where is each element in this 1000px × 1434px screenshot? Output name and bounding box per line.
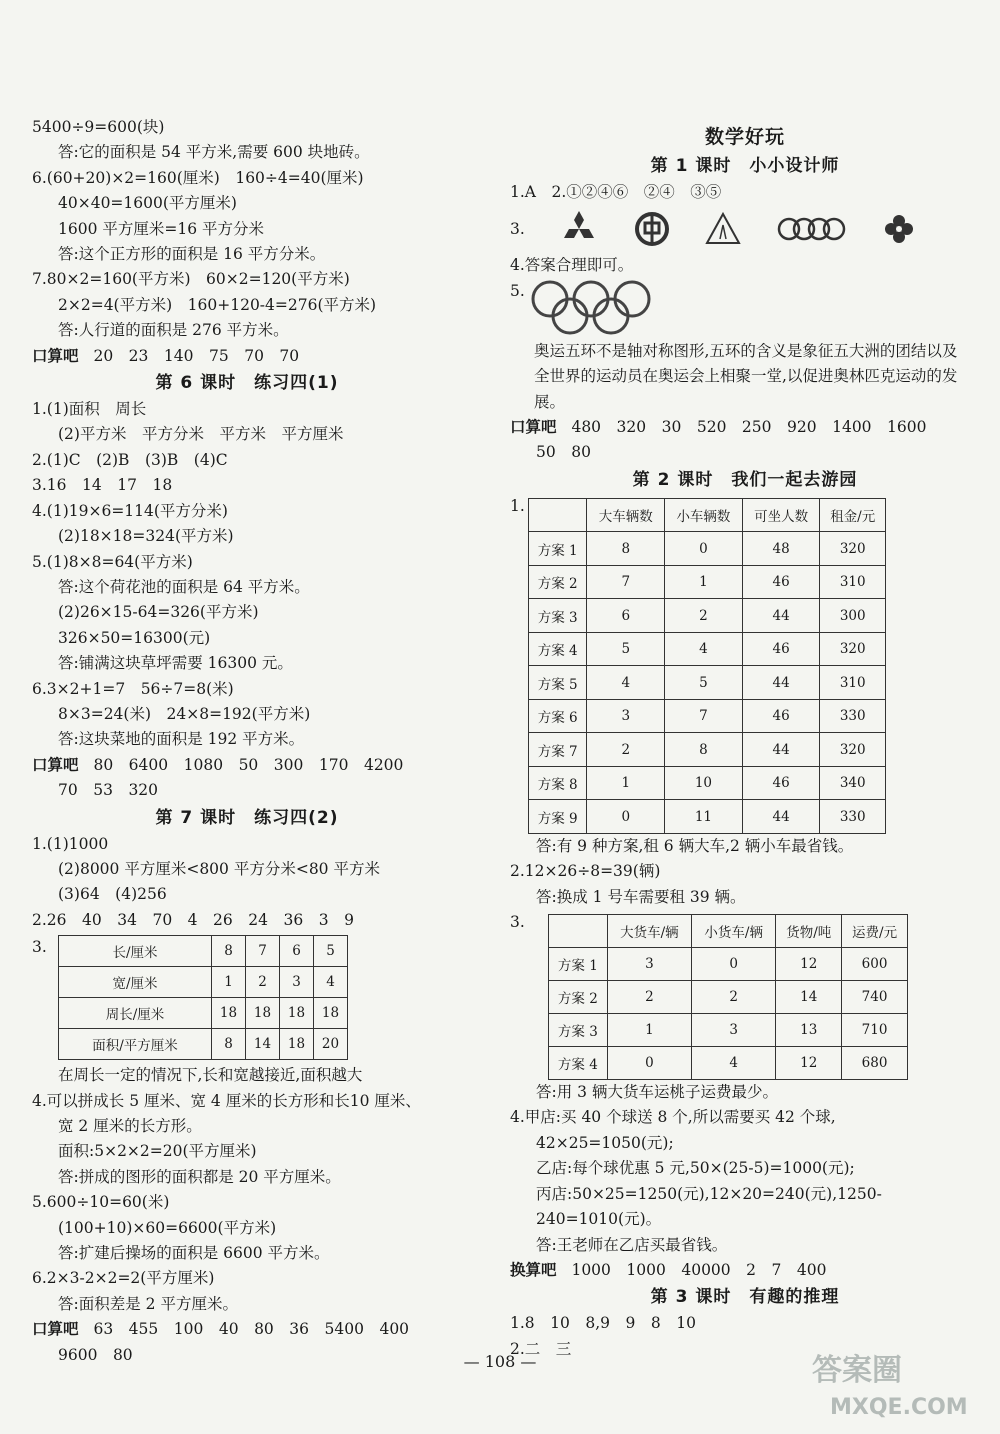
table-row (529, 532, 886, 566)
column-header: 小货车/辆 (692, 915, 776, 948)
table-cell: 310 (820, 565, 886, 599)
table-cell: 680 (842, 1047, 908, 1080)
text-line: 答:这块菜地的面积是 192 平方米。 (58, 730, 305, 749)
text-line: 3.16 14 17 18 (32, 476, 173, 495)
text-line: (100+10)×60=6600(平方米) (58, 1218, 277, 1237)
table-cell: 18 (246, 998, 280, 1029)
question-number: 3. (510, 219, 525, 238)
text-line: 面积:5×2×2=20(平方厘米) (58, 1142, 257, 1161)
text-line: 答:它的面积是 54 平方米,需要 600 块地砖。 (58, 143, 370, 162)
row-header: 宽/厘米 (59, 967, 212, 998)
lesson3-title: 第 3 课时 有趣的推理 (650, 1287, 840, 1308)
question-5 (510, 279, 980, 339)
text-line: (2)26×15-64=326(平方米) (58, 603, 259, 622)
table-cell: 0 (692, 948, 776, 981)
olympic-rings-icon (528, 279, 658, 337)
table-cell: 6 (280, 936, 314, 967)
table-cell: 7 (246, 936, 280, 967)
text-line: 答:人行道的面积是 276 平方米。 (58, 321, 289, 340)
table-row (549, 981, 908, 1014)
table-cell: 方案 2 (549, 981, 608, 1014)
table-cell: 310 (820, 666, 886, 700)
table-cell: 12 (776, 948, 842, 981)
text-line: 答:面积差是 2 平方厘米。 (58, 1294, 238, 1313)
question-3-logos (510, 205, 980, 253)
table-cell: 20 (314, 1029, 348, 1060)
column-header: 大货车/辆 (607, 915, 691, 948)
table-cell: 12 (776, 1047, 842, 1080)
table-row (529, 800, 886, 834)
text-line: 2.26 40 34 70 4 26 24 36 3 9 (32, 910, 354, 929)
flower-logo-icon (882, 212, 916, 246)
table-row (529, 632, 886, 666)
text-line: 4.甲店:买 40 个球送 8 个,所以需要买 42 个球, (510, 1108, 836, 1127)
text-line: (2)8000 平方厘米<800 平方分米<80 平方米 (58, 859, 380, 878)
table-cell: 300 (820, 599, 886, 633)
kousuan-values: 63 455 100 40 80 36 5400 400 (93, 1320, 410, 1339)
text-line: 4.答案合理即可。 (510, 256, 634, 275)
text-line: 6.(60+20)×2=160(厘米) 160÷4=40(厘米) (32, 168, 364, 187)
text-line: 答:扩建后操场的面积是 6600 平方米。 (58, 1244, 330, 1263)
watermark-url: MXQE.COM (830, 1395, 968, 1420)
table-cell: 方案 2 (529, 565, 587, 599)
text-line: 答:用 3 辆大货车运桃子运费最少。 (536, 1083, 778, 1102)
question-number: 1. (510, 496, 525, 515)
table-cell: 方案 1 (529, 532, 587, 566)
column-header: 运费/元 (842, 915, 908, 948)
table-cell: 710 (842, 1014, 908, 1047)
table-cell: 方案 1 (549, 948, 608, 981)
row-header: 周长/厘米 (59, 998, 212, 1029)
table-cell: 13 (776, 1014, 842, 1047)
page-number: — 108 — (463, 1352, 537, 1371)
table-cell: 5 (587, 632, 665, 666)
table-row (529, 599, 886, 633)
text-line: 5.(1)8×8=64(平方米) (32, 552, 193, 571)
kousuan-values: 80 6400 1080 50 300 170 4200 (93, 755, 404, 774)
kousuan-label: 口算吧 (32, 346, 79, 365)
text-line: 4.(1)19×6=114(平方分米) (32, 501, 228, 520)
warning-triangle-icon (704, 211, 742, 247)
table-row (549, 1047, 908, 1080)
table-cell: 2 (587, 733, 665, 767)
table-cell: 3 (692, 1014, 776, 1047)
table-cell: 2 (665, 599, 743, 633)
table-cell: 5 (665, 666, 743, 700)
kousuan-values: 480 320 30 520 250 920 1400 1600 (571, 418, 927, 437)
kousuan-values-cont: 70 53 320 (58, 781, 159, 800)
text-line: 2.二 三 (510, 1339, 572, 1358)
table-cell: 7 (665, 699, 743, 733)
text-line: 2.12×26÷8=39(辆) (510, 862, 661, 881)
right-column (510, 122, 980, 1362)
huansuan-values: 1000 1000 40000 2 7 400 (571, 1260, 827, 1279)
column-header (529, 498, 587, 532)
text-line: 答:有 9 种方案,租 6 辆大车,2 辆小车最省钱。 (536, 836, 854, 855)
text-line: 2×2=4(平方米) 160+120-4=276(平方米) (58, 295, 377, 314)
table-cell: 330 (820, 699, 886, 733)
text-line: 5400÷9=600(块) (32, 118, 165, 136)
table-cell: 3 (607, 948, 691, 981)
bus-rental-table (528, 498, 886, 834)
table-cell: 方案 5 (529, 666, 587, 700)
watermark-logo: 答案圈 (812, 1353, 902, 1388)
table-cell: 0 (607, 1047, 691, 1080)
lesson7-title: 第 7 课时 练习四(2) (155, 807, 339, 828)
table-cell: 44 (742, 599, 820, 633)
text-line: 答:拼成的图形的面积都是 20 平方厘米。 (58, 1167, 341, 1186)
text-line: 1.(1)1000 (32, 834, 109, 853)
lesson1-title: 第 1 课时 小小设计师 (650, 156, 840, 176)
text-line: 8×3=24(米) 24×8=192(平方米) (58, 704, 311, 723)
table-cell: 0 (587, 800, 665, 834)
kousuan-values: 20 23 140 75 70 70 (93, 346, 300, 365)
text-line: 丙店:50×25=1250(元),12×20=240(元),1250- (536, 1184, 882, 1203)
text-line: 6.3×2+1=7 56÷7=8(米) (32, 679, 234, 698)
column-header: 货物/吨 (776, 915, 842, 948)
table-cell: 18 (280, 1029, 314, 1060)
kousuan-values-cont: 50 80 (536, 443, 591, 462)
lesson6-title: 第 6 课时 练习四(1) (155, 373, 339, 394)
kousuan-line (32, 344, 462, 369)
table-cell: 46 (742, 699, 820, 733)
table-row (59, 936, 348, 967)
table-cell: 2 (607, 981, 691, 1014)
table-cell: 4 (665, 632, 743, 666)
rectangle-table (58, 935, 348, 1060)
kousuan-line (32, 753, 462, 778)
huansuan-label: 换算吧 (510, 1260, 557, 1279)
table-cell: 方案 9 (529, 800, 587, 834)
table-row (529, 766, 886, 800)
table-header-row (549, 915, 908, 948)
table-row (549, 948, 908, 981)
text-line: 乙店:每个球优惠 5 元,50×(25-5)=1000(元); (536, 1159, 855, 1178)
table-cell: 3 (280, 967, 314, 998)
text-line: 2.(1)C (2)B (3)B (4)C (32, 450, 228, 469)
table-cell: 2 (246, 967, 280, 998)
text-line: 6.2×3-2×2=2(平方厘米) (32, 1269, 215, 1288)
kousuan-label: 口算吧 (32, 1320, 79, 1339)
table-cell: 方案 4 (529, 632, 587, 666)
text-line: 1600 平方厘米=16 平方分米 (58, 219, 265, 238)
question-number: 3. (32, 938, 47, 957)
text-line: 答:这个荷花池的面积是 64 平方米。 (58, 577, 310, 596)
table-cell: 1 (212, 967, 246, 998)
table-cell: 0 (665, 532, 743, 566)
question-number: 3. (510, 913, 525, 932)
table-cell: 340 (820, 766, 886, 800)
text-line: 答:这个正方形的面积是 16 平方分米。 (58, 245, 326, 264)
table-cell: 44 (742, 666, 820, 700)
table-cell: 740 (842, 981, 908, 1014)
table-row (59, 998, 348, 1029)
table-cell: 6 (587, 599, 665, 633)
unit-title: 数学好玩 (704, 126, 785, 148)
bank-of-china-logo-icon (634, 211, 670, 247)
table-cell: 320 (820, 532, 886, 566)
table-cell: 10 (665, 766, 743, 800)
table-row (549, 1014, 908, 1047)
table-cell: 4 (692, 1047, 776, 1080)
text-line: 42×25=1050(元); (536, 1133, 674, 1152)
table-row (59, 1029, 348, 1060)
table-row (529, 666, 886, 700)
table-cell: 18 (314, 998, 348, 1029)
table-cell: 3 (587, 699, 665, 733)
kousuan-line (510, 415, 980, 440)
text-line: 答:王老师在乙店买最省钱。 (536, 1235, 728, 1254)
text-line: 40×40=1600(平方厘米) (58, 194, 237, 213)
table-cell: 1 (665, 565, 743, 599)
kousuan-label: 口算吧 (510, 418, 557, 437)
table-cell: 方案 3 (549, 1014, 608, 1047)
table-cell: 46 (742, 632, 820, 666)
logo-row (530, 205, 916, 253)
text-line: 4.可以拼成长 5 厘米、宽 4 厘米的长方形和长10 厘米、 (32, 1091, 421, 1110)
text-line: (2)平方米 平方分米 平方米 平方厘米 (58, 425, 344, 444)
table-cell: 1 (587, 766, 665, 800)
text-line: 7.80×2=160(平方米) 60×2=120(平方米) (32, 270, 350, 289)
table-cell: 方案 7 (529, 733, 587, 767)
row-header: 长/厘米 (59, 936, 212, 967)
table-cell: 14 (776, 981, 842, 1014)
table-cell: 14 (246, 1029, 280, 1060)
table-cell: 5 (314, 936, 348, 967)
table-cell: 8 (665, 733, 743, 767)
column-header: 租金/元 (820, 498, 886, 532)
table-cell: 1 (607, 1014, 691, 1047)
kousuan-values-cont: 9600 80 (58, 1345, 133, 1364)
truck-freight-table (548, 914, 908, 1080)
question-1 (510, 494, 980, 834)
kousuan-line (32, 1317, 462, 1342)
audi-rings-logo-icon (776, 215, 848, 243)
text-line: 宽 2 厘米的长方形。 (58, 1117, 202, 1135)
table-header-row (529, 498, 886, 532)
table-cell: 320 (820, 733, 886, 767)
table-row (529, 733, 886, 767)
table-cell: 8 (587, 532, 665, 566)
table-cell: 4 (314, 967, 348, 998)
table-cell: 方案 4 (549, 1047, 608, 1080)
table-cell: 46 (742, 565, 820, 599)
table-cell: 2 (692, 981, 776, 1014)
table-cell: 8 (212, 1029, 246, 1060)
text-line: 240=1010(元)。 (536, 1210, 662, 1229)
table-cell: 320 (820, 632, 886, 666)
text-line: 答:铺满这块草坪需要 16300 元。 (58, 654, 293, 673)
question-number: 5. (510, 281, 525, 300)
table-cell: 4 (587, 666, 665, 700)
column-header (549, 915, 608, 948)
kousuan-label: 口算吧 (32, 755, 79, 774)
table-cell: 330 (820, 800, 886, 834)
text-line: 1.8 10 8,9 9 8 10 (510, 1314, 696, 1333)
text-line: 1.(1)面积 周长 (32, 400, 147, 419)
column-header: 大车辆数 (587, 498, 665, 532)
table-cell: 方案 8 (529, 766, 587, 800)
table-cell: 600 (842, 948, 908, 981)
text-line: 1.A 2.①②④⑥ ②④ ③⑤ (510, 183, 722, 201)
table-cell: 44 (742, 733, 820, 767)
olympic-paragraph: 奥运五环不是轴对称图形,五环的含义是象征五大洲的团结以及全世界的运动员在奥运会上相聚一堂,以促进奥林匹克运动的发展。 (534, 341, 958, 411)
table-cell: 18 (212, 998, 246, 1029)
table-cell: 7 (587, 565, 665, 599)
mitsubishi-logo-icon (558, 209, 600, 249)
table-cell: 18 (280, 998, 314, 1029)
text-line: 326×50=16300(元) (58, 628, 211, 647)
huansuan-line (510, 1258, 980, 1283)
text-line: 5.600÷10=60(米) (32, 1193, 170, 1212)
table-row (529, 699, 886, 733)
left-column (32, 115, 462, 1368)
question-3 (32, 935, 462, 1060)
row-header: 面积/平方厘米 (59, 1029, 212, 1060)
lesson2-title: 第 2 课时 我们一起去游园 (632, 469, 858, 490)
table-cell: 方案 6 (529, 699, 587, 733)
table-cell: 方案 3 (529, 599, 587, 633)
table-cell: 8 (212, 936, 246, 967)
column-header: 小车辆数 (665, 498, 743, 532)
table-cell: 48 (742, 532, 820, 566)
question-3 (510, 910, 980, 1080)
column-header: 可坐人数 (742, 498, 820, 532)
text-line: 答:换成 1 号车需要租 39 辆。 (536, 887, 746, 906)
table-cell: 46 (742, 766, 820, 800)
table-cell: 44 (742, 800, 820, 834)
text-line: (2)18×18=324(平方米) (58, 527, 234, 546)
text-line: (3)64 (4)256 (58, 885, 167, 904)
table-row (529, 565, 886, 599)
text-line: 在周长一定的情况下,长和宽越接近,面积越大 (58, 1066, 363, 1085)
table-row (59, 967, 348, 998)
table-cell: 11 (665, 800, 743, 834)
